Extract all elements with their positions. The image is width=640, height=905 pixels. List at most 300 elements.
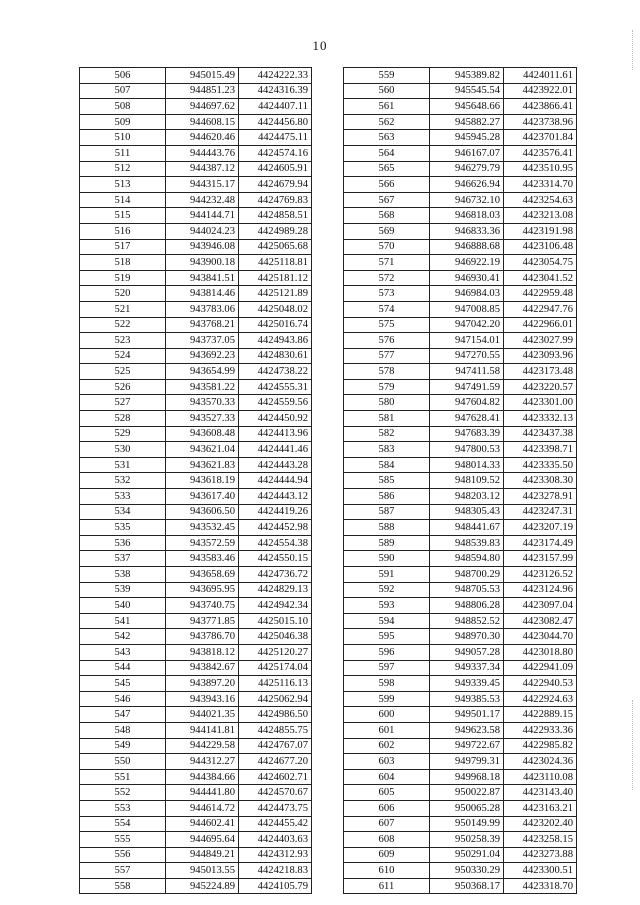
x-coordinate-cell: 950022.87 — [430, 785, 504, 801]
scan-edge-mark — [632, 700, 634, 790]
point-number-cell: 581 — [344, 411, 430, 427]
x-coordinate-cell: 944851.23 — [166, 83, 239, 99]
x-coordinate-cell: 944144.71 — [166, 208, 239, 224]
table-row — [344, 83, 577, 99]
y-coordinate-cell: 4425174.04 — [239, 660, 312, 676]
y-coordinate-cell: 4424986.50 — [239, 707, 312, 723]
x-coordinate-cell: 943900.18 — [166, 255, 239, 271]
table-row — [344, 442, 577, 458]
point-number-cell: 592 — [344, 582, 430, 598]
x-coordinate-cell: 943695.95 — [166, 582, 239, 598]
table-row — [80, 411, 312, 427]
x-coordinate-cell: 945945.28 — [430, 130, 504, 146]
y-coordinate-cell: 4424555.31 — [239, 379, 312, 395]
point-number-cell: 542 — [80, 629, 166, 645]
x-coordinate-cell: 947154.01 — [430, 333, 504, 349]
table-row — [344, 660, 577, 676]
y-coordinate-cell: 4425116.13 — [239, 676, 312, 692]
x-coordinate-cell: 943692.23 — [166, 348, 239, 364]
table-row — [344, 629, 577, 645]
x-coordinate-cell: 946922.19 — [430, 255, 504, 271]
table-row — [80, 99, 312, 115]
y-coordinate-cell: 4423510.95 — [504, 161, 577, 177]
y-coordinate-cell: 4424677.20 — [239, 754, 312, 770]
table-row — [80, 660, 312, 676]
table-row — [344, 348, 577, 364]
y-coordinate-cell: 4424605.91 — [239, 161, 312, 177]
table-row — [80, 629, 312, 645]
table-row — [80, 754, 312, 770]
table-row — [80, 177, 312, 193]
x-coordinate-cell: 943786.70 — [166, 629, 239, 645]
point-number-cell: 585 — [344, 473, 430, 489]
point-number-cell: 593 — [344, 598, 430, 614]
table-row — [80, 192, 312, 208]
x-coordinate-cell: 950149.99 — [430, 816, 504, 832]
y-coordinate-cell: 4423041.52 — [504, 270, 577, 286]
y-coordinate-cell: 4424441.46 — [239, 442, 312, 458]
table-row — [80, 520, 312, 536]
table-row — [80, 333, 312, 349]
y-coordinate-cell: 4423922.01 — [504, 83, 577, 99]
point-number-cell: 604 — [344, 769, 430, 785]
y-coordinate-cell: 4423247.31 — [504, 504, 577, 520]
point-number-cell: 518 — [80, 255, 166, 271]
x-coordinate-cell: 948806.28 — [430, 598, 504, 614]
x-coordinate-cell: 943532.45 — [166, 520, 239, 536]
x-coordinate-cell: 947628.41 — [430, 411, 504, 427]
x-coordinate-cell: 946626.94 — [430, 177, 504, 193]
point-number-cell: 598 — [344, 676, 430, 692]
point-number-cell: 573 — [344, 286, 430, 302]
table-row — [80, 473, 312, 489]
y-coordinate-cell: 4424473.75 — [239, 800, 312, 816]
table-row — [344, 707, 577, 723]
point-number-cell: 522 — [80, 317, 166, 333]
table-row — [80, 800, 312, 816]
y-coordinate-cell: 4423576.41 — [504, 145, 577, 161]
y-coordinate-cell: 4424403.63 — [239, 832, 312, 848]
table-row — [344, 145, 577, 161]
y-coordinate-cell: 4424554.38 — [239, 535, 312, 551]
y-coordinate-cell: 4424989.28 — [239, 223, 312, 239]
point-number-cell: 546 — [80, 691, 166, 707]
y-coordinate-cell: 4425121.89 — [239, 286, 312, 302]
y-coordinate-cell: 4424769.83 — [239, 192, 312, 208]
y-coordinate-cell: 4423437.38 — [504, 426, 577, 442]
x-coordinate-cell: 943771.85 — [166, 613, 239, 629]
x-coordinate-cell: 949057.28 — [430, 644, 504, 660]
point-number-cell: 526 — [80, 379, 166, 395]
x-coordinate-cell: 950330.29 — [430, 863, 504, 879]
y-coordinate-cell: 4424736.72 — [239, 567, 312, 583]
y-coordinate-cell: 4422940.53 — [504, 676, 577, 692]
point-number-cell: 544 — [80, 660, 166, 676]
table-row — [344, 426, 577, 442]
table-row — [344, 598, 577, 614]
point-number-cell: 527 — [80, 395, 166, 411]
y-coordinate-cell: 4422947.76 — [504, 301, 577, 317]
y-coordinate-cell: 4423278.91 — [504, 489, 577, 505]
point-number-cell: 530 — [80, 442, 166, 458]
y-coordinate-cell: 4422966.01 — [504, 317, 577, 333]
table-row — [344, 769, 577, 785]
x-coordinate-cell: 943617.40 — [166, 489, 239, 505]
point-number-cell: 550 — [80, 754, 166, 770]
point-number-cell: 533 — [80, 489, 166, 505]
y-coordinate-cell: 4423701.84 — [504, 130, 577, 146]
y-coordinate-cell: 4424858.51 — [239, 208, 312, 224]
table-row — [344, 816, 577, 832]
table-row — [80, 676, 312, 692]
table-row — [80, 582, 312, 598]
point-number-cell: 569 — [344, 223, 430, 239]
table-row — [80, 442, 312, 458]
point-number-cell: 556 — [80, 847, 166, 863]
point-number-cell: 563 — [344, 130, 430, 146]
y-coordinate-cell: 4423044.70 — [504, 629, 577, 645]
x-coordinate-cell: 948441.67 — [430, 520, 504, 536]
x-coordinate-cell: 946984.03 — [430, 286, 504, 302]
x-coordinate-cell: 946279.79 — [430, 161, 504, 177]
x-coordinate-cell: 944232.48 — [166, 192, 239, 208]
table-row — [344, 364, 577, 380]
y-coordinate-cell: 4423097.04 — [504, 598, 577, 614]
y-coordinate-cell: 4423126.52 — [504, 567, 577, 583]
table-row — [80, 270, 312, 286]
x-coordinate-cell: 944387.12 — [166, 161, 239, 177]
point-number-cell: 521 — [80, 301, 166, 317]
y-coordinate-cell: 4423220.57 — [504, 379, 577, 395]
x-coordinate-cell: 950258.39 — [430, 832, 504, 848]
table-row — [344, 582, 577, 598]
x-coordinate-cell: 944312.27 — [166, 754, 239, 770]
coordinate-table-left — [79, 67, 312, 894]
y-coordinate-cell: 4424316.39 — [239, 83, 312, 99]
point-number-cell: 545 — [80, 676, 166, 692]
x-coordinate-cell: 943818.12 — [166, 644, 239, 660]
y-coordinate-cell: 4424413.96 — [239, 426, 312, 442]
y-coordinate-cell: 4424830.61 — [239, 348, 312, 364]
point-number-cell: 513 — [80, 177, 166, 193]
x-coordinate-cell: 944384.66 — [166, 769, 239, 785]
y-coordinate-cell: 4424559.56 — [239, 395, 312, 411]
table-row — [344, 317, 577, 333]
x-coordinate-cell: 943581.22 — [166, 379, 239, 395]
x-coordinate-cell: 945648.66 — [430, 99, 504, 115]
point-number-cell: 586 — [344, 489, 430, 505]
table-row — [344, 301, 577, 317]
table-row — [80, 83, 312, 99]
x-coordinate-cell: 946888.68 — [430, 239, 504, 255]
point-number-cell: 588 — [344, 520, 430, 536]
table-row — [344, 551, 577, 567]
point-number-cell: 510 — [80, 130, 166, 146]
table-row — [344, 208, 577, 224]
point-number-cell: 606 — [344, 800, 430, 816]
table-row — [80, 348, 312, 364]
point-number-cell: 579 — [344, 379, 430, 395]
point-number-cell: 538 — [80, 567, 166, 583]
x-coordinate-cell: 948700.29 — [430, 567, 504, 583]
x-coordinate-cell: 943841.51 — [166, 270, 239, 286]
point-number-cell: 508 — [80, 99, 166, 115]
table-row — [80, 878, 312, 894]
point-number-cell: 576 — [344, 333, 430, 349]
table-row — [344, 223, 577, 239]
table-row — [80, 613, 312, 629]
point-number-cell: 574 — [344, 301, 430, 317]
y-coordinate-cell: 4423143.40 — [504, 785, 577, 801]
y-coordinate-cell: 4423018.80 — [504, 644, 577, 660]
table-row — [344, 504, 577, 520]
point-number-cell: 512 — [80, 161, 166, 177]
point-number-cell: 541 — [80, 613, 166, 629]
y-coordinate-cell: 4424312.93 — [239, 847, 312, 863]
x-coordinate-cell: 947491.59 — [430, 379, 504, 395]
y-coordinate-cell: 4424011.61 — [504, 68, 577, 84]
table-row — [80, 644, 312, 660]
x-coordinate-cell: 945545.54 — [430, 83, 504, 99]
point-number-cell: 558 — [80, 878, 166, 894]
x-coordinate-cell: 943621.83 — [166, 457, 239, 473]
y-coordinate-cell: 4423738.96 — [504, 114, 577, 130]
y-coordinate-cell: 4425015.10 — [239, 613, 312, 629]
point-number-cell: 560 — [344, 83, 430, 99]
y-coordinate-cell: 4425016.74 — [239, 317, 312, 333]
y-coordinate-cell: 4424738.22 — [239, 364, 312, 380]
point-number-cell: 583 — [344, 442, 430, 458]
table-row — [344, 832, 577, 848]
table-row — [80, 863, 312, 879]
x-coordinate-cell: 943768.21 — [166, 317, 239, 333]
x-coordinate-cell: 944608.15 — [166, 114, 239, 130]
x-coordinate-cell: 944620.46 — [166, 130, 239, 146]
y-coordinate-cell: 4424679.94 — [239, 177, 312, 193]
x-coordinate-cell: 948305.43 — [430, 504, 504, 520]
table-row — [80, 769, 312, 785]
point-number-cell: 565 — [344, 161, 430, 177]
x-coordinate-cell: 944695.64 — [166, 832, 239, 848]
table-row — [344, 99, 577, 115]
y-coordinate-cell: 4424456.80 — [239, 114, 312, 130]
x-coordinate-cell: 944441.80 — [166, 785, 239, 801]
point-number-cell: 562 — [344, 114, 430, 130]
y-coordinate-cell: 4423866.41 — [504, 99, 577, 115]
point-number-cell: 517 — [80, 239, 166, 255]
x-coordinate-cell: 943606.50 — [166, 504, 239, 520]
x-coordinate-cell: 944229.58 — [166, 738, 239, 754]
x-coordinate-cell: 943618.19 — [166, 473, 239, 489]
x-coordinate-cell: 950065.28 — [430, 800, 504, 816]
x-coordinate-cell: 947008.85 — [430, 301, 504, 317]
point-number-cell: 549 — [80, 738, 166, 754]
x-coordinate-cell: 943527.33 — [166, 411, 239, 427]
table-row — [80, 161, 312, 177]
point-number-cell: 523 — [80, 333, 166, 349]
x-coordinate-cell: 944024.23 — [166, 223, 239, 239]
table-row — [80, 504, 312, 520]
table-row — [344, 192, 577, 208]
y-coordinate-cell: 4424407.11 — [239, 99, 312, 115]
x-coordinate-cell: 949799.31 — [430, 754, 504, 770]
point-number-cell: 567 — [344, 192, 430, 208]
x-coordinate-cell: 945389.82 — [430, 68, 504, 84]
point-number-cell: 540 — [80, 598, 166, 614]
point-number-cell: 539 — [80, 582, 166, 598]
y-coordinate-cell: 4425046.38 — [239, 629, 312, 645]
point-number-cell: 528 — [80, 411, 166, 427]
point-number-cell: 552 — [80, 785, 166, 801]
y-coordinate-cell: 4424452.98 — [239, 520, 312, 536]
coordinate-table-right — [343, 67, 577, 894]
table-row — [80, 816, 312, 832]
y-coordinate-cell: 4423398.71 — [504, 442, 577, 458]
x-coordinate-cell: 944021.35 — [166, 707, 239, 723]
point-number-cell: 575 — [344, 317, 430, 333]
y-coordinate-cell: 4423054.75 — [504, 255, 577, 271]
y-coordinate-cell: 4424475.11 — [239, 130, 312, 146]
point-number-cell: 577 — [344, 348, 430, 364]
table-row — [344, 177, 577, 193]
x-coordinate-cell: 946833.36 — [430, 223, 504, 239]
y-coordinate-cell: 4423300.51 — [504, 863, 577, 879]
x-coordinate-cell: 949722.67 — [430, 738, 504, 754]
x-coordinate-cell: 949385.53 — [430, 691, 504, 707]
point-number-cell: 570 — [344, 239, 430, 255]
y-coordinate-cell: 4425181.12 — [239, 270, 312, 286]
table-row — [80, 598, 312, 614]
x-coordinate-cell: 945882.27 — [430, 114, 504, 130]
point-number-cell: 524 — [80, 348, 166, 364]
y-coordinate-cell: 4423314.70 — [504, 177, 577, 193]
y-coordinate-cell: 4423332.13 — [504, 411, 577, 427]
y-coordinate-cell: 4425118.81 — [239, 255, 312, 271]
point-number-cell: 548 — [80, 722, 166, 738]
table-row — [80, 426, 312, 442]
y-coordinate-cell: 4424574.16 — [239, 145, 312, 161]
point-number-cell: 608 — [344, 832, 430, 848]
x-coordinate-cell: 949337.34 — [430, 660, 504, 676]
y-coordinate-cell: 4424105.79 — [239, 878, 312, 894]
point-number-cell: 525 — [80, 364, 166, 380]
point-number-cell: 600 — [344, 707, 430, 723]
point-number-cell: 605 — [344, 785, 430, 801]
table-row — [80, 535, 312, 551]
table-row — [344, 270, 577, 286]
point-number-cell: 602 — [344, 738, 430, 754]
x-coordinate-cell: 948970.30 — [430, 629, 504, 645]
y-coordinate-cell: 4423318.70 — [504, 878, 577, 894]
point-number-cell: 537 — [80, 551, 166, 567]
table-row — [344, 878, 577, 894]
x-coordinate-cell: 943654.99 — [166, 364, 239, 380]
x-coordinate-cell: 944602.41 — [166, 816, 239, 832]
table-row — [80, 785, 312, 801]
table-row — [344, 738, 577, 754]
point-number-cell: 547 — [80, 707, 166, 723]
x-coordinate-cell: 943943.16 — [166, 691, 239, 707]
x-coordinate-cell: 948014.33 — [430, 457, 504, 473]
y-coordinate-cell: 4423207.19 — [504, 520, 577, 536]
y-coordinate-cell: 4423254.63 — [504, 192, 577, 208]
point-number-cell: 580 — [344, 395, 430, 411]
x-coordinate-cell: 943737.05 — [166, 333, 239, 349]
y-coordinate-cell: 4424602.71 — [239, 769, 312, 785]
y-coordinate-cell: 4424829.13 — [239, 582, 312, 598]
table-row — [344, 411, 577, 427]
x-coordinate-cell: 947411.58 — [430, 364, 504, 380]
table-row — [80, 379, 312, 395]
table-row — [344, 457, 577, 473]
x-coordinate-cell: 943814.46 — [166, 286, 239, 302]
y-coordinate-cell: 4423173.48 — [504, 364, 577, 380]
table-row — [344, 489, 577, 505]
x-coordinate-cell: 949623.58 — [430, 722, 504, 738]
point-number-cell: 557 — [80, 863, 166, 879]
y-coordinate-cell: 4422959.48 — [504, 286, 577, 302]
point-number-cell: 572 — [344, 270, 430, 286]
point-number-cell: 507 — [80, 83, 166, 99]
x-coordinate-cell: 943570.33 — [166, 395, 239, 411]
y-coordinate-cell: 4423124.96 — [504, 582, 577, 598]
point-number-cell: 531 — [80, 457, 166, 473]
x-coordinate-cell: 943608.48 — [166, 426, 239, 442]
y-coordinate-cell: 4423163.21 — [504, 800, 577, 816]
y-coordinate-cell: 4422889.15 — [504, 707, 577, 723]
x-coordinate-cell: 948594.80 — [430, 551, 504, 567]
x-coordinate-cell: 944141.81 — [166, 722, 239, 738]
y-coordinate-cell: 4423191.98 — [504, 223, 577, 239]
table-row — [80, 738, 312, 754]
y-coordinate-cell: 4424450.92 — [239, 411, 312, 427]
table-row — [344, 68, 577, 84]
point-number-cell: 520 — [80, 286, 166, 302]
x-coordinate-cell: 947683.39 — [430, 426, 504, 442]
table-row — [80, 551, 312, 567]
point-number-cell: 589 — [344, 535, 430, 551]
point-number-cell: 543 — [80, 644, 166, 660]
table-row — [80, 489, 312, 505]
point-number-cell: 532 — [80, 473, 166, 489]
y-coordinate-cell: 4423027.99 — [504, 333, 577, 349]
point-number-cell: 551 — [80, 769, 166, 785]
point-number-cell: 553 — [80, 800, 166, 816]
x-coordinate-cell: 949968.18 — [430, 769, 504, 785]
y-coordinate-cell: 4423335.50 — [504, 457, 577, 473]
x-coordinate-cell: 947604.82 — [430, 395, 504, 411]
y-coordinate-cell: 4424767.07 — [239, 738, 312, 754]
x-coordinate-cell: 948539.83 — [430, 535, 504, 551]
x-coordinate-cell: 944315.17 — [166, 177, 239, 193]
y-coordinate-cell: 4422933.36 — [504, 722, 577, 738]
table-row — [80, 395, 312, 411]
y-coordinate-cell: 4423110.08 — [504, 769, 577, 785]
y-coordinate-cell: 4424419.26 — [239, 504, 312, 520]
y-coordinate-cell: 4423273.88 — [504, 847, 577, 863]
x-coordinate-cell: 947270.55 — [430, 348, 504, 364]
point-number-cell: 514 — [80, 192, 166, 208]
point-number-cell: 506 — [80, 68, 166, 84]
x-coordinate-cell: 944614.72 — [166, 800, 239, 816]
x-coordinate-cell: 944849.21 — [166, 847, 239, 863]
table-row — [344, 535, 577, 551]
x-coordinate-cell: 948203.12 — [430, 489, 504, 505]
x-coordinate-cell: 943897.20 — [166, 676, 239, 692]
y-coordinate-cell: 4424443.28 — [239, 457, 312, 473]
y-coordinate-cell: 4422924.63 — [504, 691, 577, 707]
point-number-cell: 555 — [80, 832, 166, 848]
